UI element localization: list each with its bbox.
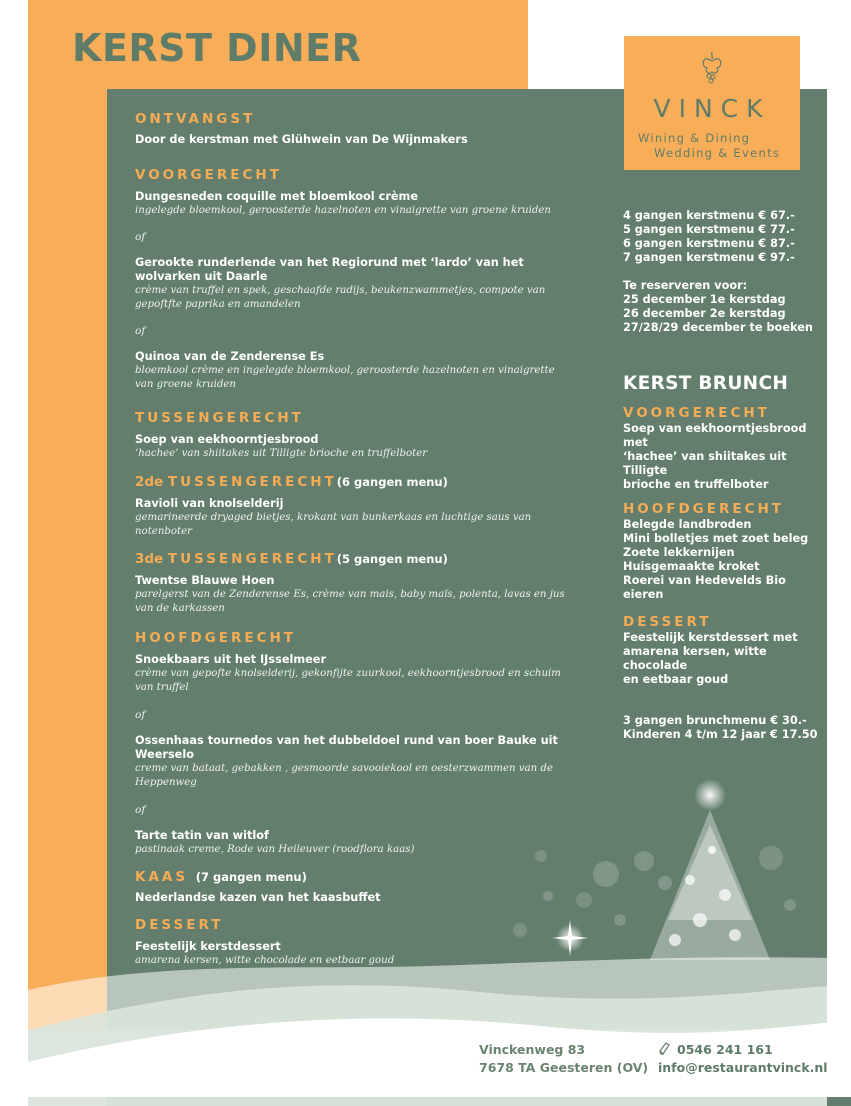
tussengerecht-3-heading <box>135 551 565 568</box>
brunch-price-line: 3 gangen brunchmenu € 30.- <box>623 714 807 727</box>
hoofdgerecht-heading: HOOFDGERECHT <box>135 630 297 646</box>
voorgerecht-dish-3-desc: bloemkool crème en ingelegde bloemkool, geroosterde hazelnoten en vinaigrette van groene kruiden <box>135 365 555 390</box>
or-separator: of <box>135 231 146 243</box>
grape-leaf-icon <box>697 50 727 84</box>
brunch-line: Belegde landbroden <box>623 518 752 531</box>
voorgerecht-dish-1-desc: ingelegde bloemkool, geroosterde hazelnoten en vinaigrette van groene kruiden <box>135 205 551 216</box>
brunch-line: Zoete lekkernijen <box>623 546 735 559</box>
brunch-price-line: Kinderen 4 t/m 12 jaar € 17.50 <box>623 728 818 741</box>
price-line: 5 gangen kerstmenu € 77.- <box>623 223 795 236</box>
christmas-tree-icon <box>650 779 770 960</box>
page-title: KERST DINER <box>72 26 362 70</box>
dessert-heading: DESSERT <box>135 917 224 933</box>
address-street: Vinckenweg 83 <box>479 1042 586 1057</box>
footer-address <box>479 1041 648 1077</box>
brunch-dessert-heading: DESSERT <box>623 614 712 630</box>
dessert-dish: Feestelijk kerstdessert <box>135 940 281 953</box>
brunch-title: KERST BRUNCH <box>623 373 789 394</box>
reservation-info <box>623 279 823 335</box>
hoofdgerecht-dish-1-desc: crème van gepofte knolselderij, gekonfijte zuurkool, eekhoorntjesbrood en schuim van truffel <box>135 668 561 693</box>
brunch-line: Roerei van Hedevelds Bio eieren <box>623 574 786 601</box>
brunch-line: Feestelijk kerstdessert met <box>623 631 798 644</box>
brunch-line: en eetbaar goud <box>623 673 729 686</box>
brunch-line: brioche en truffelboter <box>623 478 769 491</box>
price-line: 4 gangen kerstmenu € 67.- <box>623 209 795 222</box>
brunch-line: ‘hachee’ van shiitakes uit Tilligte <box>623 450 787 477</box>
brunch-voorgerecht-heading: VOORGERECHT <box>623 405 770 421</box>
diner-prices <box>623 209 823 265</box>
hoofdgerecht-dish-3-desc: pastinaak creme, Rode van Heileuver (roodflora kaas) <box>135 844 415 855</box>
logo-tagline-1: Wining & Dining <box>638 131 751 145</box>
brunch-prices <box>623 714 823 742</box>
side-column <box>623 209 823 742</box>
phone-number[interactable]: 0546 241 161 <box>677 1042 773 1057</box>
voorgerecht-dish-2-desc: crème van truffel en spek, geschaafde radijs, beukenzwammetjes, compote van gepoftfte paprika en amandelen <box>135 285 546 310</box>
phone-icon <box>658 1042 674 1056</box>
reservation-date: 26 december 2e kerstdag <box>623 307 786 320</box>
hoofdgerecht-dish-2: Ossenhaas tournedos van het dubbeldoel rund van boer Bauke uit Weerselo <box>135 734 558 761</box>
tussengerecht-2-dish: Ravioli van knolselderij <box>135 497 284 510</box>
voorgerecht-heading: VOORGERECHT <box>135 167 282 183</box>
tussengerecht-2-prefix: 2de <box>135 474 164 490</box>
tussengerecht-heading: TUSSENGERECHT <box>135 410 304 426</box>
hoofdgerecht-dish-3: Tarte tatin van witlof <box>135 829 269 842</box>
vinck-logo <box>624 36 800 170</box>
hoofdgerecht-dish-1: Snoekbaars uit het IJsselmeer <box>135 653 327 666</box>
tussengerecht-3-note: (5 gangen menu) <box>336 552 448 566</box>
kaas-text: Nederlandse kazen van het kaasbuffet <box>135 891 381 904</box>
email-address[interactable]: info@restaurantvinck.nl <box>658 1060 828 1075</box>
brunch-line: Huisgemaakte kroket <box>623 560 760 573</box>
logo-tagline-2: Wedding & Events <box>654 146 781 160</box>
tussengerecht-3-dish-desc: parelgerst van de Zenderense Es, crème van mais, baby maïs, polenta, lavas en jus van de karkassen <box>135 589 565 614</box>
tussengerecht-3-title: TUSSENGERECHT <box>167 551 337 567</box>
dessert-dish-desc: amarena kersen, witte chocolade en eetbaar goud <box>135 955 395 966</box>
kaas-title: KAAS <box>135 869 189 885</box>
phone-row <box>658 1041 828 1059</box>
hoofdgerecht-dish-2-desc: creme van bataat, gebakken , gesmoorde savooiekool en oesterzwammen van de Heppenweg <box>135 763 553 788</box>
price-line: 7 gangen kerstmenu € 97.- <box>623 251 795 264</box>
or-separator: of <box>135 804 146 816</box>
reservation-date: 27/28/29 december te boeken <box>623 321 813 334</box>
ontvangst-heading: ONTVANGST <box>135 111 256 127</box>
sparkle-icon <box>552 920 588 956</box>
tussengerecht-3-prefix: 3de <box>135 551 164 567</box>
voorgerecht-dish-2: Gerookte runderlende van het Regiorund met ‘lardo’ van het wolvarken uit Daarle <box>135 256 524 283</box>
or-separator: of <box>135 325 146 337</box>
or-separator: of <box>135 709 146 721</box>
tussengerecht-2-heading <box>135 474 565 491</box>
tussengerecht-dish-desc: ‘hachee’ van shiitakes uit Tilligte brioche en truffelboter <box>135 448 428 459</box>
address-city: 7678 TA Geesteren (OV) <box>479 1060 649 1075</box>
voorgerecht-dish-1: Dungesneden coquille met bloemkool crème <box>135 190 418 203</box>
brunch-line: Soep van eekhoorntjesbrood met <box>623 422 807 449</box>
tussengerecht-2-title: TUSSENGERECHT <box>167 474 337 490</box>
voorgerecht-dish-3: Quinoa van de Zenderense Es <box>135 350 325 363</box>
footer-contact <box>658 1041 828 1077</box>
tussengerecht-3-dish: Twentse Blauwe Hoen <box>135 574 275 587</box>
kaas-note: (7 gangen menu) <box>195 870 307 884</box>
tussengerecht-2-dish-desc: gemarineerde dryaged bietjes, krokant van bunkerkaas en luchtige saus van notenboter <box>135 512 532 537</box>
price-line: 6 gangen kerstmenu € 87.- <box>623 237 795 250</box>
reservation-date: 25 december 1e kerstdag <box>623 293 786 306</box>
ontvangst-text: Door de kerstman met Glühwein van De Wijnmakers <box>135 133 468 146</box>
tussengerecht-dish: Soep van eekhoorntjesbrood <box>135 433 319 446</box>
brunch-line: Mini bolletjes met zoet beleg <box>623 532 809 545</box>
brunch-line: amarena kersen, witte chocolade <box>623 645 767 672</box>
logo-name: VINCK <box>653 94 771 123</box>
brunch-hoofdgerecht-heading: HOOFDGERECHT <box>623 501 785 517</box>
reservation-intro: Te reserveren voor: <box>623 279 748 292</box>
tussengerecht-2-note: (6 gangen menu) <box>336 475 448 489</box>
